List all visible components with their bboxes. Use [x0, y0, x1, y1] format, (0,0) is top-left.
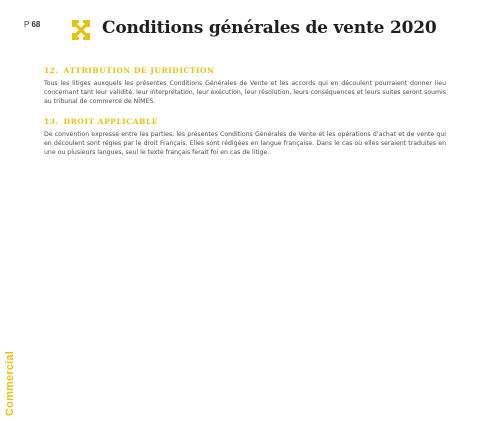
section-heading-applicable-law: [44, 117, 446, 126]
section-title: DROIT APPLICABLE: [63, 116, 158, 126]
cross-x-logo-icon: [70, 19, 92, 41]
section-number: 12.: [44, 66, 59, 75]
page-number: [24, 20, 40, 29]
side-category-label: Commercial: [4, 351, 16, 416]
section-heading-jurisdiction: [44, 66, 446, 75]
document-content: [44, 66, 446, 167]
section-body-jurisdiction: Tous les litiges auxquels les présentes Conditions Générales de Vente et les accords qui en découlent pourraient donner lieu concernant tant leur validité, leur interprétation, leur exécution, leur résolution, leurs conséquences et leurs suites seront soumis au tribunal de commerce de NÎMES.: [44, 80, 446, 106]
page-number-value: 68: [31, 20, 41, 29]
section-number: 13.: [44, 116, 59, 126]
page-title: Conditions générales de vente 2020: [102, 18, 437, 38]
page-number-prefix: P: [24, 20, 30, 29]
section-body-applicable-law: De convention expresse entre les parties, les présentes Conditions Générales de Vente et les opérations d’achat et de vente qui en découlent sont régies par le droit Français. Elles sont rédigées en langue française. Dans le cas où elles seraient traduites en une ou plusieurs langues, seul le texte français ferait foi en cas de litige.: [44, 130, 446, 157]
section-title: ATTRIBUTION DE JURIDICTION: [63, 66, 215, 75]
